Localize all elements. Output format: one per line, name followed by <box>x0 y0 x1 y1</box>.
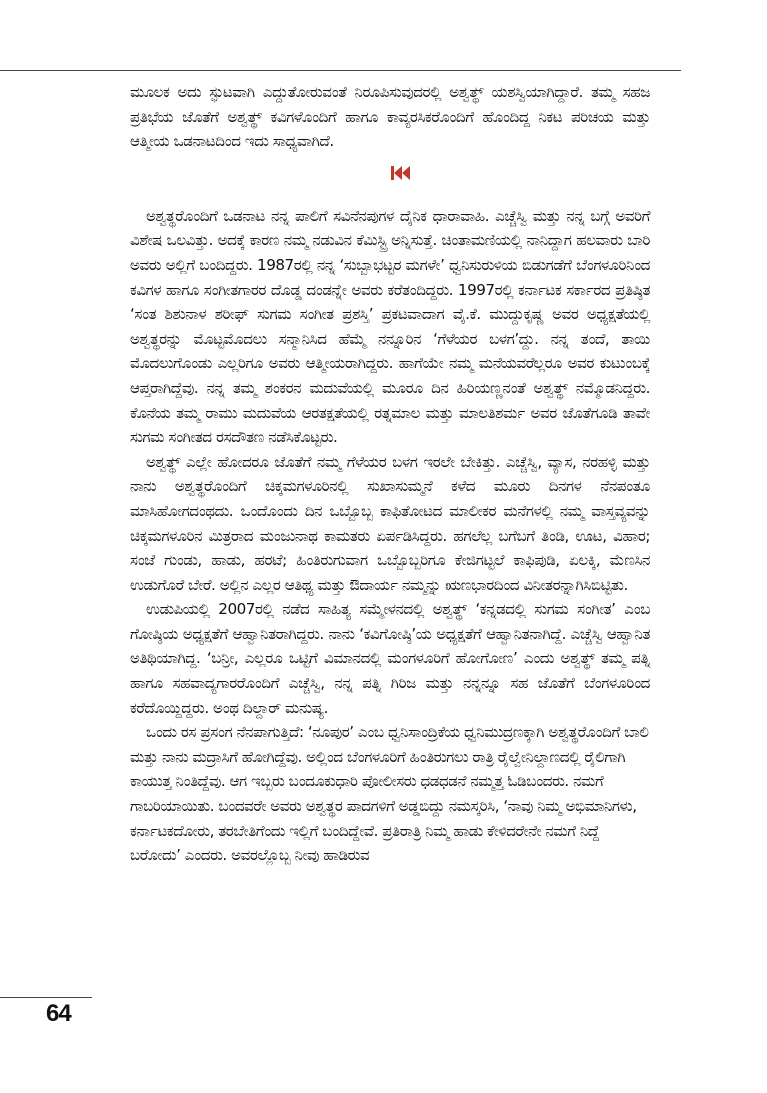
section-separator <box>130 154 650 198</box>
paragraph-3: ಅಶ್ವತ್ಥ್ ಎಲ್ಲೇ ಹೋದರೂ ಜೊತೆಗೆ ನಮ್ಮ ಗೆಳೆಯರ ಬಳಗ ಇರಲೇ ಬೇಕಿತ್ತು. ಎಚ್ಚೆಸ್ವಿ, ವ್ಯಾಸ, ನರಹಳ್ಳಿ ಮತ್ತು ನಾನು ಅಶ್ವತ್ಥರೊಂದಿಗೆ ಚಿಕ್ಕಮಗಳೂರಿನಲ್ಲಿ ಸುಖಾಸುಮ್ಮನೆ ಕಳೆದ ಮೂರು ದಿನಗಳ ನೆನಪಂತೂ ಮಾಸಿಹೋಗದಂಥದು. ಒಂದೊಂದು ದಿನ ಒಬ್ಬೊಬ್ಬ ಕಾಫಿತೋಟದ ಮಾಲೀಕರ ಮನೆಗಳಲ್ಲಿ ನಮ್ಮ ವಾಸ್ತವ್ಯವನ್ನು ಚಿಕ್ಕಮಗಳೂರಿನ ಮಿತ್ರರಾದ ಮಂಜುನಾಥ ಕಾಮತರು ಏರ್ಪಡಿಸಿದ್ದರು. ಹಗಲೆಲ್ಲ ಬಗೆಬಗೆ ತಿಂಡಿ, ಊಟ, ವಿಹಾರ; ಸಂಜೆ ಗುಂಡು, ಹಾಡು, ಹರಟೆ; ಹಿಂತಿರುಗುವಾಗ ಒಬ್ಬೊಬ್ಬರಿಗೂ ಕೇಜಿಗಟ್ಟಲೆ ಕಾಫಿಪುಡಿ, ಏಲಕ್ಕಿ, ಮೆಣಸಿನ ಉಡುಗೊರೆ ಬೇರೆ. ಅಲ್ಲಿನ ಎಲ್ಲರ ಆತಿಥ್ಯ ಮತ್ತು ಔದಾರ್ಯ ನಮ್ಮನ್ನು ಋಣಭಾರದಿಂದ ವಿನೀತರನ್ನಾಗಿಸಿಬಿಟ್ಟಿತು. <box>130 452 650 594</box>
top-rule <box>0 70 681 71</box>
page-body <box>130 80 650 868</box>
double-left-arrow-icon <box>391 166 411 180</box>
paragraph-2: ಅಶ್ವತ್ಥರೊಂದಿಗೆ ಒಡನಾಟ ನನ್ನ ಪಾಲಿಗೆ ಸವಿನೆನಪುಗಳ ದೈನಿಕ ಧಾರಾವಾಹಿ. ಎಚ್ಚೆಸ್ವಿ ಮತ್ತು ನನ್ನ ಬಗ್ಗೆ ಅವರಿಗೆ ವಿಶೇಷ ಒಲವಿತ್ತು. ಅದಕ್ಕೆ ಕಾರಣ ನಮ್ಮ ನಡುವಿನ ಕೆಮಿಸ್ಟ್ರಿ ಅನ್ನಿಸುತ್ತೆ. ಚಿಂತಾಮಣಿಯಲ್ಲಿ ನಾನಿದ್ದಾಗ ಹಲವಾರು ಬಾರಿ ಅವರು ಅಲ್ಲಿಗೆ ಬಂದಿದ್ದರು. 1987ರಲ್ಲಿ ನನ್ನ ‘ಸುಬ್ಬಾಭಟ್ಟರ ಮಗಳೇ’ ಧ್ವನಿಸುರುಳಿಯ ಬಿಡುಗಡೆಗೆ ಬೆಂಗಳೂರಿನಿಂದ ಕವಿಗಳ ಹಾಗೂ ಸಂಗೀತಗಾರರ ದೊಡ್ಡ ದಂಡನ್ನೇ ಅವರು ಕರೆತಂದಿದ್ದರು. 1997ರಲ್ಲಿ ಕರ್ನಾಟಕ ಸರ್ಕಾರದ ಪ್ರತಿಷ್ಠಿತ ‘ಸಂತ ಶಿಶುನಾಳ ಶರೀಫ್ ಸುಗಮ ಸಂಗೀತ ಪ್ರಶಸ್ತಿ’ ಪ್ರಕಟವಾದಾಗ ವೈ.ಕೆ. ಮುದ್ದುಕೃಷ್ಣ ಅವರ ಅಧ್ಯಕ್ಷತೆಯಲ್ಲಿ ಅಶ್ವತ್ಥರನ್ನು ಮೊಟ್ಟಮೊದಲು ಸನ್ಮಾನಿಸಿದ ಹೆಮ್ಮೆ ನನ್ನೂರಿನ ‘ಗೆಳೆಯರ ಬಳಗ’ದ್ದು. ನನ್ನ ತಂದೆ, ತಾಯಿ ಮೊದಲುಗೊಂಡು ಎಲ್ಲರಿಗೂ ಅವರು ಆತ್ಮೀಯರಾಗಿದ್ದರು. ಹಾಗೆಯೇ ನಮ್ಮ ಮನೆಯವರೆಲ್ಲರೂ ಅವರ ಕುಟುಂಬಕ್ಕೆ ಆಪ್ತರಾಗಿದ್ದೆವು. ನನ್ನ ತಮ್ಮ ಶಂಕರನ ಮದುವೆಯಲ್ಲಿ ಮೂರೂ ದಿನ ಹಿರಿಯಣ್ಣನಂತೆ ಅಶ್ವತ್ಥ್ ನಮ್ಮೊಡನಿದ್ದರು. ಕೊನೆಯ ತಮ್ಮ ರಾಮು ಮದುವೆಯ ಆರತಕ್ಷತೆಯಲ್ಲಿ ರತ್ನಮಾಲ ಮತ್ತು ಮಾಲತಿಶರ್ಮ ಅವರ ಜೊತೆಗೂಡಿ ತಾವೇ ಸುಗಮ ಸಂಗೀತದ ರಸದೌತಣ ನಡೆಸಿಕೊಟ್ಟರು. <box>130 206 650 447</box>
page-number: 64 <box>46 1000 71 1027</box>
paragraph-1: ಮೂಲಕ ಅದು ಸ್ಫುಟವಾಗಿ ಎದ್ದುತೋರುವಂತೆ ನಿರೂಪಿಸುವುದರಲ್ಲಿ ಅಶ್ವತ್ಥ್ ಯಶಸ್ವಿಯಾಗಿದ್ದಾರೆ. ತಮ್ಮ ಸಹಜ ಪ್ರತಿಭೆಯ ಜೊತೆಗೆ ಅಶ್ವತ್ಥ್ ಕವಿಗಳೊಂದಿಗೆ ಹಾಗೂ ಕಾವ್ಯರಸಿಕರೊಂದಿಗೆ ಹೊಂದಿದ್ದ ನಿಕಟ ಪರಿಚಯ ಮತ್ತು ಆತ್ಮೀಯ ಒಡನಾಟದಿಂದ ಇದು ಸಾಧ್ಯವಾಗಿದೆ. <box>130 83 650 151</box>
paragraph-4: ಉಡುಪಿಯಲ್ಲಿ 2007ರಲ್ಲಿ ನಡೆದ ಸಾಹಿತ್ಯ ಸಮ್ಮೇಳನದಲ್ಲಿ ಅಶ್ವತ್ಥ್ ‘ಕನ್ನಡದಲ್ಲಿ ಸುಗಮ ಸಂಗೀತ’ ಎಂಬ ಗೋಷ್ಠಿಯ ಅಧ್ಯಕ್ಷತೆಗೆ ಆಹ್ವಾನಿತರಾಗಿದ್ದರು. ನಾನು ‘ಕವಿಗೋಷ್ಠಿ’ಯ ಅಧ್ಯಕ್ಷತೆಗೆ ಆಹ್ವಾನಿತನಾಗಿದ್ದೆ. ಎಚ್ಚೆಸ್ವಿ ಆಹ್ವಾನಿತ ಅತಿಥಿಯಾಗಿದ್ದ. ‘ಬನ್ರೀ, ಎಲ್ಲರೂ ಒಟ್ಟಿಗೆ ವಿಮಾನದಲ್ಲಿ ಮಂಗಳೂರಿಗೆ ಹೋಗೋಣ’ ಎಂದು ಅಶ್ವತ್ಥ್ ತಮ್ಮ ಪತ್ನಿ ಹಾಗೂ ಸಹವಾದ್ಯಗಾರರೊಂದಿಗೆ ಎಚ್ಚೆಸ್ವಿ, ನನ್ನ ಪತ್ನಿ ಗಿರಿಜ ಮತ್ತು ನನ್ನನ್ನೂ ಸಹ ಜೊತೆಗೆ ಬೆಂಗಳೂರಿಂದ ಕರೆದೊಯ್ದಿದ್ದರು. ಅಂಥ ದಿಲ್ದಾರ್ ಮನುಷ್ಯ. <box>130 600 650 717</box>
page-number-rule <box>0 997 92 998</box>
paragraph-5: ಒಂದು ರಸ ಪ್ರಸಂಗ ನೆನಪಾಗುತ್ತಿದೆ: ‘ನೂಪುರ’ ಎಂಬ ಧ್ವನಿಸಾಂದ್ರಿಕೆಯ ಧ್ವನಿಮುದ್ರಣಕ್ಕಾಗಿ ಅಶ್ವತ್ಥರೊಂದಿಗೆ ಬಾಲಿ ಮತ್ತು ನಾನು ಮದ್ರಾಸಿಗೆ ಹೋಗಿದ್ದೆವು. ಅಲ್ಲಿಂದ ಬೆಂಗಳೂರಿಗೆ ಹಿಂತಿರುಗಲು ರಾತ್ರಿ ರೈಲ್ವೇನಿಲ್ದಾಣದಲ್ಲಿ ರೈಲಿಗಾಗಿ ಕಾಯುತ್ತ ನಿಂತಿದ್ದೆವು. ಆಗ ಇಬ್ಬರು ಬಂದೂಕುಧಾರಿ ಪೋಲೀಸರು ಧಡಧಡನೆ ನಮ್ಮತ್ತ ಓಡಿಬಂದರು. ನಮಗೆ ಗಾಬರಿಯಾಯಿತು. ಬಂದವರೇ ಅವರು ಅಶ್ವತ್ಥರ ಪಾದಗಳಿಗೆ ಅಡ್ಡಬಿದ್ದು ನಮಸ್ಕರಿಸಿ, ‘ನಾವು ನಿಮ್ಮ ಅಭಿಮಾನಿಗಳು, ಕರ್ನಾಟಕದೋರು, ತರಬೇತಿಗೆಂದು ಇಲ್ಲಿಗೆ ಬಂದಿದ್ದೇವೆ. ಪ್ರತಿರಾತ್ರಿ ನಿಮ್ಮ ಹಾಡು ಕೇಳಿದರೇನೇ ನಮಗೆ ನಿದ್ದೆ ಬರೋದು’ ಎಂದರು. ಅವರಲ್ಲೊಬ್ಬ ನೀವು ಹಾಡಿರುವ <box>130 723 649 865</box>
